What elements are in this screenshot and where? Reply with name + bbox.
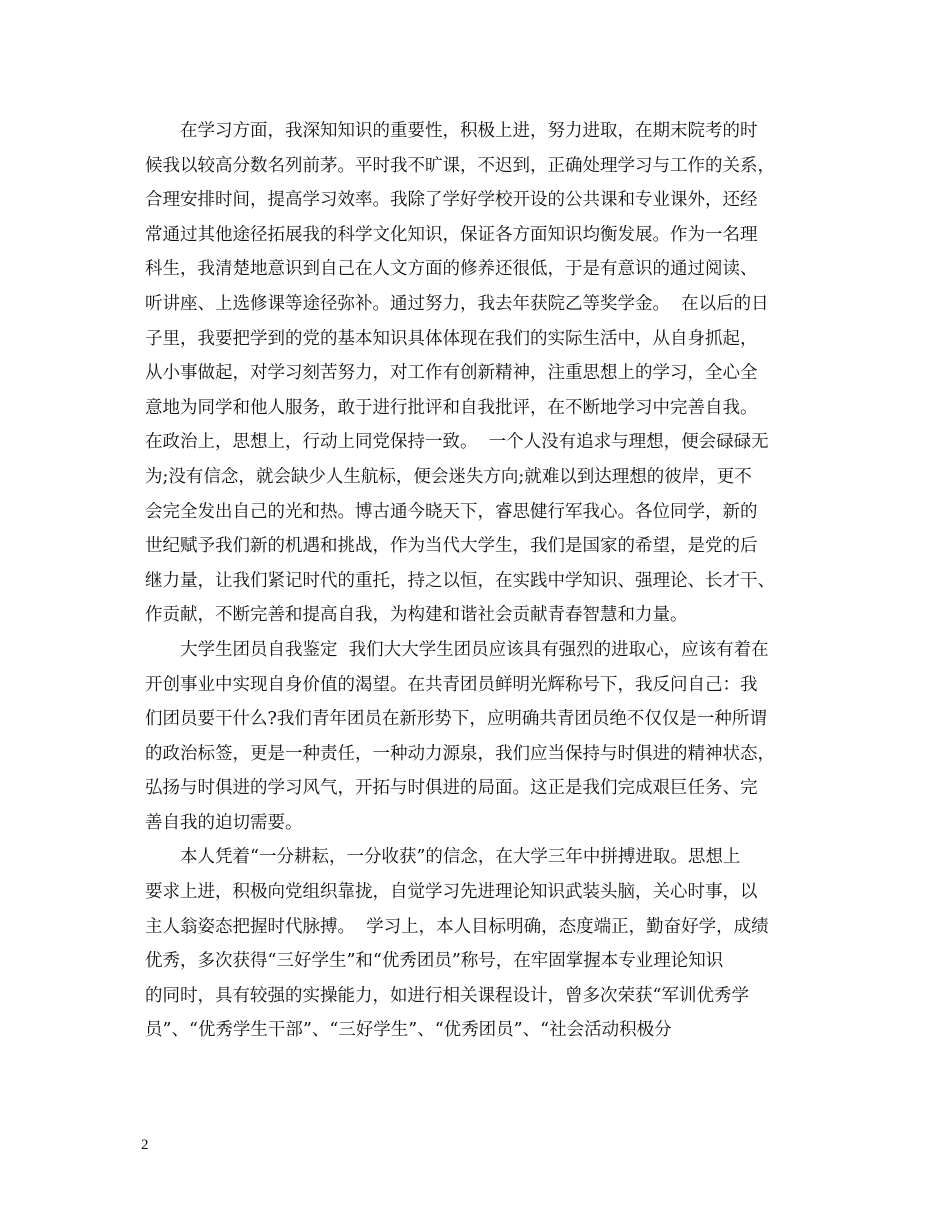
text-line: 科生，我清楚地意识到自己在人文方面的修养还很低，于是有意识的通过阅读、: [145, 259, 758, 280]
text-line: 的同时，具有较强的实操能力，如进行相关课程设计，曾多次荣获“军训优秀学: [145, 985, 749, 1006]
text-line: 听讲座、上选修课等途径弥补。通过努力，我去年获院乙等奖学金。 在以后的日: [145, 293, 769, 314]
text-line: 在政治上，思想上，行动上同党保持一致。 一个人没有追求与理想，便会碌碌无: [145, 432, 769, 453]
text-line: 意地为同学和他人服务，敢于进行批评和自我批评，在不断地学习中完善自我。: [145, 397, 758, 418]
text-line: 为;没有信念，就会缺少人生航标，便会迷失方向;就难以到达理想的彼岸，更不: [145, 466, 752, 487]
text-line: 子里，我要把学到的党的基本知识具体体现在我们的实际生活中，从自身抓起，: [145, 328, 758, 349]
text-line: 从小事做起，对学习刻苦努力，对工作有创新精神，注重思想上的学习，全心全: [145, 363, 758, 384]
document-body: [145, 114, 809, 1048]
text-line: 会完全发出自己的光和热。博古通今晓天下，睿思健行军我心。各位同学，新的: [145, 501, 758, 522]
text-line: 主人翁姿态把握时代脉搏。 学习上，本人目标明确，态度端正，勤奋好学，成绩: [145, 916, 769, 937]
text-line: 合理安排时间，提高学习效率。我除了学好学校开设的公共课和专业课外，还经: [145, 190, 758, 211]
text-line: 候我以较高分数名列前茅。平时我不旷课，不迟到，正确处理学习与工作的关系，: [145, 155, 775, 176]
text-line: 大学生团员自我鉴定 我们大大学生团员应该具有强烈的进取心，应该有着在: [145, 639, 769, 660]
text-line: 弘扬与时俱进的学习风气，开拓与时俱进的局面。这正是我们完成艰巨任务、完: [145, 778, 758, 799]
page-number: 2: [141, 1137, 149, 1153]
text-line: 作贡献，不断完善和提高自我，为构建和谐社会贡献青春智慧和力量。: [145, 605, 688, 626]
text-line: 在学习方面，我深知知识的重要性，积极上进，努力进取，在期末院考的时: [145, 121, 758, 141]
text-line: 本人凭着“一分耕耘，一分收获”的信念，在大学三年中拼搏进取。思想上: [145, 847, 741, 868]
text-line: 们团员要干什么?我们青年团员在新形势下，应明确共青团员绝不仅仅是一种所谓: [145, 709, 767, 730]
text-line: 的政治标签，更是一种责任，一种动力源泉，我们应当保持与时俱进的精神状态，: [145, 743, 775, 764]
text-line: 要求上进，积极向党组织靠拢，自觉学习先进理论知识武装头脑，关心时事，以: [145, 882, 758, 903]
text-line: 优秀，多次获得“三好学生”和“优秀团员”称号，在牢固掌握本专业理论知识: [145, 951, 724, 972]
text-line: 世纪赋予我们新的机遇和挑战，作为当代大学生，我们是国家的希望，是党的后: [145, 536, 758, 557]
text-line: 继力量，让我们紧记时代的重托，持之以恒，在实践中学知识、强理论、长才干、: [145, 570, 775, 591]
text-line: 常通过其他途径拓展我的科学文化知识，保证各方面知识均衡发展。作为一名理: [145, 224, 758, 245]
text-line: 善自我的迫切需要。: [145, 812, 303, 833]
text-line: 开创事业中实现自身价值的渴望。在共青团员鲜明光辉称号下，我反问自己：我: [145, 674, 758, 695]
text-line: 员”、“优秀学生干部”、“三好学生”、“优秀团员”、“社会活动积极分: [145, 1020, 672, 1041]
